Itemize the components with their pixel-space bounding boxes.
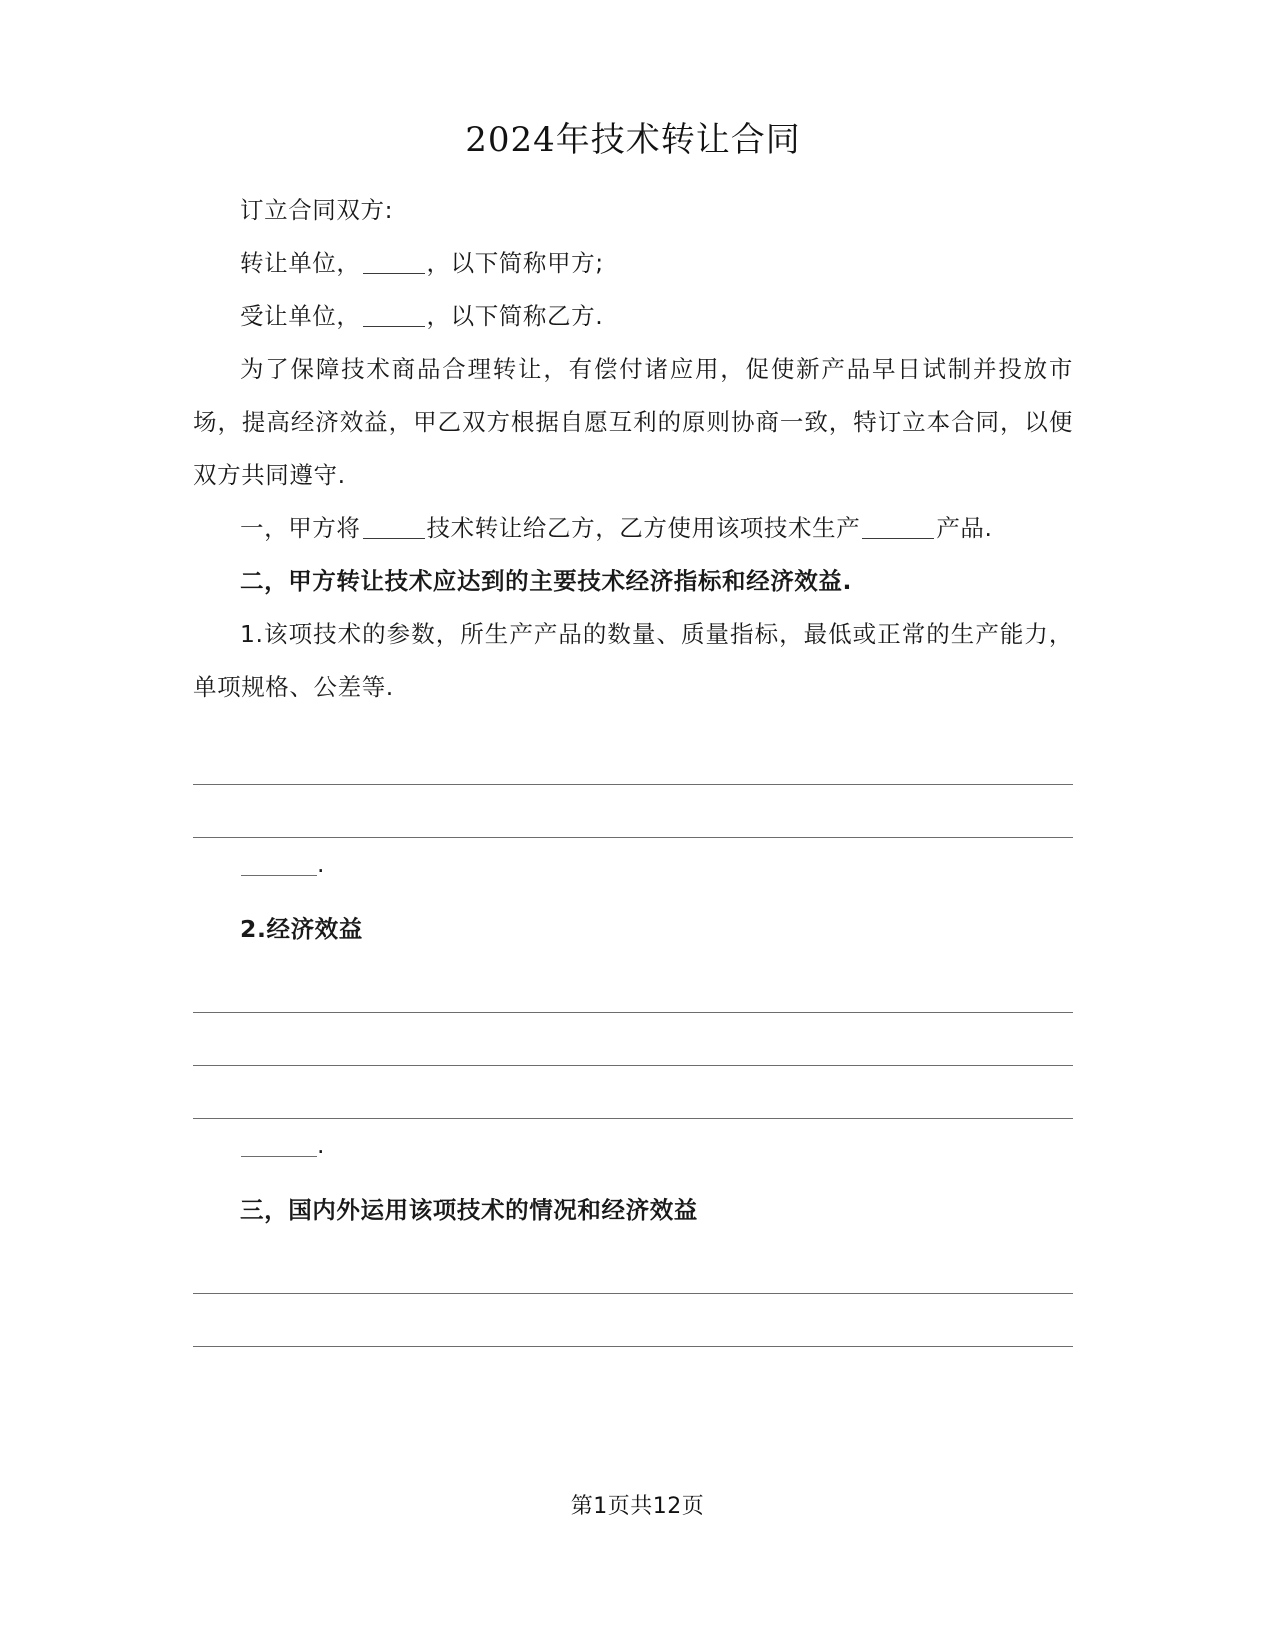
fill-in-line[interactable] (193, 744, 1073, 797)
paragraph-preamble: 为了保障技术商品合理转让，有偿付诸应用，促使新产品早日试制并投放市场，提高经济效益，甲乙双方根据自愿互利的原则协商一致，特订立本合同，以便双方共同遵守. (193, 355, 1073, 490)
fill-in-line-short[interactable] (193, 1131, 1073, 1184)
fill-in-rule (193, 1346, 1073, 1347)
article-one-tech-blank-field[interactable] (363, 538, 425, 539)
transferor-label: 转让单位， (240, 249, 361, 278)
paragraph-transferee (193, 290, 1073, 343)
fill-in-period: . (317, 850, 325, 879)
page-footer: 第1页共12页 (570, 1494, 705, 1519)
transferee-label: 受让单位， (240, 302, 361, 331)
document-body (193, 118, 1073, 1359)
fill-in-line[interactable] (193, 1306, 1073, 1359)
fill-in-line[interactable] (193, 1025, 1073, 1078)
transferee-suffix: ，以下简称乙方. (426, 302, 604, 331)
paragraph-article-one (193, 502, 1073, 555)
fill-in-line[interactable] (193, 972, 1073, 1025)
page-title: 2024年技术转让合同 (465, 120, 801, 160)
article-one-suffix: 产品. (936, 514, 993, 543)
fill-in-rule (193, 1118, 1073, 1119)
transferor-suffix: ，以下简称甲方; (426, 249, 604, 278)
paragraph-transferor (193, 237, 1073, 290)
heading-article-two: 二，甲方转让技术应达到的主要技术经济指标和经济效益. (240, 567, 853, 596)
fill-in-rule (193, 784, 1073, 785)
fill-in-rule (193, 1293, 1073, 1294)
transferee-blank-field[interactable] (363, 326, 425, 327)
article-two-item-1: 1.该项技术的参数，所生产产品的数量、质量指标，最低或正常的生产能力，单项规格、公差等. (193, 620, 1073, 702)
fill-in-rule (193, 837, 1073, 838)
article-two-item-2-heading: 2.经济效益 (240, 915, 363, 944)
fill-in-line-short[interactable] (193, 850, 1073, 903)
article-one-product-blank-field[interactable] (862, 538, 934, 539)
fill-in-line[interactable] (193, 1078, 1073, 1131)
fill-in-rule-short (241, 1156, 317, 1157)
fill-in-period: . (317, 1131, 325, 1160)
article-one-prefix: 一，甲方将 (240, 514, 361, 543)
heading-article-three: 三，国内外运用该项技术的情况和经济效益 (240, 1196, 698, 1225)
fill-in-line[interactable] (193, 797, 1073, 850)
spacer (193, 1237, 1073, 1253)
fill-in-rule (193, 1065, 1073, 1066)
spacer (193, 956, 1073, 972)
spacer (193, 714, 1073, 744)
article-one-middle: 技术转让给乙方，乙方使用该项技术生产 (426, 514, 861, 543)
fill-in-rule-short (241, 875, 317, 876)
fill-in-rule (193, 1012, 1073, 1013)
transferor-blank-field[interactable] (363, 273, 425, 274)
paragraph-parties-heading: 订立合同双方: (240, 196, 394, 225)
fill-in-line[interactable] (193, 1253, 1073, 1306)
